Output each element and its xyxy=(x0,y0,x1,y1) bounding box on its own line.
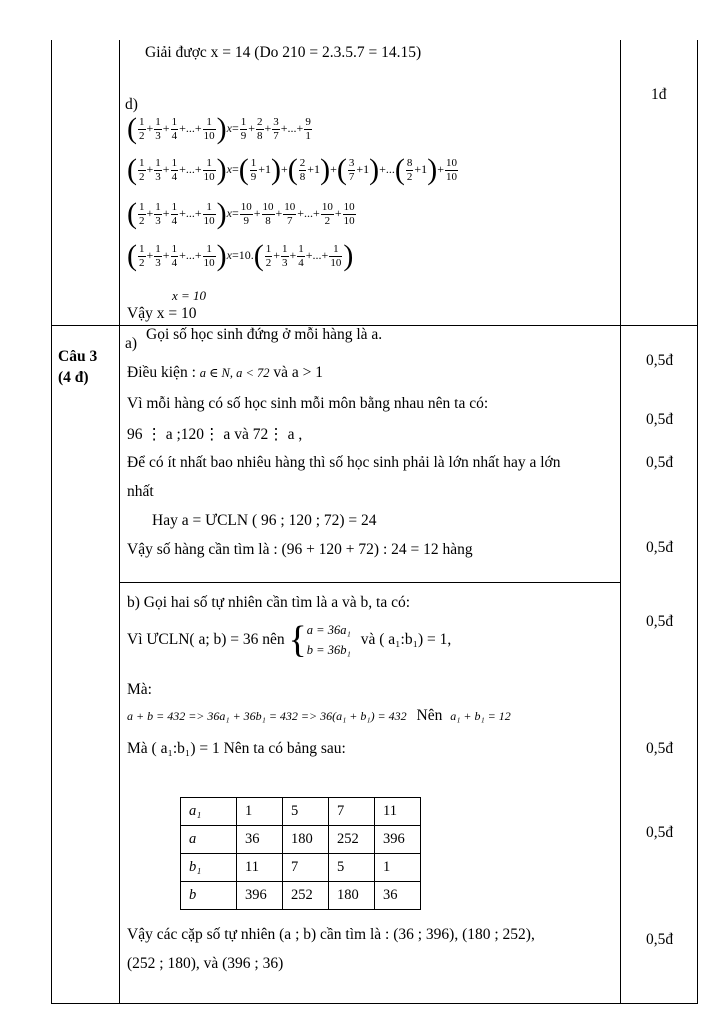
table-row xyxy=(181,882,421,910)
equation-line-2: ( $\frac{1}{2}$ + $\frac{1}{3}$ + $\frac{1}{4}$ +...+ $\frac{1}{10}$ )x=( $\frac{1}{9}$ +1)+( $\frac{2}{8}$ +1)+( $\frac{3}{7}$ +1)+...( $\frac{8}{2}$ +1)+ $\frac{10}{10}$ xyxy=(127,153,457,186)
solution-line: Giải được x = 14 (Do 210 = 2.3.5.7 = 14.15) xyxy=(145,44,422,61)
conclusion-line: Vậy x = 10 xyxy=(127,305,197,322)
table-cell: 5 xyxy=(329,854,375,882)
part-a-line-1: Gọi số học sinh đứng ở mỗi hàng là a. xyxy=(146,326,383,343)
table-cell: a xyxy=(181,826,237,854)
part-a-label: a) xyxy=(125,335,138,352)
score-b-4: 0,5đ xyxy=(646,931,674,948)
equation-line-4: ( $\frac{1}{2}$ + $\frac{1}{3}$ + $\frac{1}{4}$ +...+ $\frac{1}{10}$ )x=10.( $\frac{1}{2}$ + $\frac{1}{3}$ + $\frac{1}{4}$ +...+ $\frac{1}{10}$ ) xyxy=(127,239,354,272)
score-label: 1đ xyxy=(651,86,667,103)
score-b-3: 0,5đ xyxy=(646,824,674,841)
part-b-line-2: Vì ƯCLN( a; b) = 36 nên { a = 36a₁ b = 36b₁ và ( a₁:b₁) = 1, xyxy=(127,619,452,661)
table-row xyxy=(181,826,421,854)
table-border-left xyxy=(51,40,52,1004)
score-a-1: 0,5đ xyxy=(646,352,674,369)
table-row xyxy=(181,854,421,882)
part-a-line-7: Hay a = ƯCLN ( 96 ; 120 ; 72) = 24 xyxy=(152,512,377,529)
equation-line-1: ( $\frac{1}{2}$ + $\frac{1}{3}$ + $\frac{1}{4}$ +...+ $\frac{1}{10}$ )x= $\frac{1}{9}$ + $\frac{2}{8}$ + $\frac{3}{7}$ +...+ $\frac{9}{1}$ xyxy=(127,112,311,145)
table-cell: 252 xyxy=(283,882,329,910)
x-result: x = 10 xyxy=(172,288,207,303)
table-cell: 36 xyxy=(375,882,421,910)
table-cell: 396 xyxy=(375,826,421,854)
question-points: (4 đ) xyxy=(58,369,89,386)
part-a-condition: Điều kiện : a ∈ N, a < 72 và a > 1 xyxy=(127,364,324,381)
part-a-line-3: Vì mỗi hàng có số học sinh mỗi môn bằng nhau nên ta có: xyxy=(127,395,489,412)
part-a-line-5: Để có ít nhất bao nhiêu hàng thì số học sinh phải là lớn nhất hay a lớn xyxy=(127,454,561,471)
table-cell: 252 xyxy=(329,826,375,854)
table-cell: 36 xyxy=(237,826,283,854)
part-a-line-8: Vậy số hàng cần tìm là : (96 + 120 + 72) : 24 = 12 hàng xyxy=(127,541,473,558)
table-cell: 180 xyxy=(283,826,329,854)
part-a-line-6: nhất xyxy=(127,483,154,500)
part-b-line-6: Vậy các cặp số tự nhiên (a ; b) cần tìm là : (36 ; 396), (180 ; 252), xyxy=(127,926,535,943)
table-border-col2 xyxy=(620,40,621,1004)
table-cell: 11 xyxy=(375,798,421,826)
table-cell: 180 xyxy=(329,882,375,910)
table-cell: 1 xyxy=(375,854,421,882)
part-b-line-5: Mà ( a₁:b₁) = 1 Nên ta có bảng sau: xyxy=(127,740,346,757)
score-b-2: 0,5đ xyxy=(646,740,674,757)
score-a-3: 0,5đ xyxy=(646,454,674,471)
part-b-line-7: (252 ; 180), và (396 ; 36) xyxy=(127,955,284,972)
table-border-right xyxy=(697,40,698,1004)
table-row xyxy=(181,798,421,826)
part-b-line-3: Mà: xyxy=(127,681,152,698)
part-a-line-4: 96 ⋮ a ;120⋮ a và 72⋮ a , xyxy=(127,426,303,443)
row-divider-2 xyxy=(119,582,621,583)
score-a-2: 0,5đ xyxy=(646,411,674,428)
question-label: Câu 3 xyxy=(58,348,98,365)
part-b-equation: a + b = 432 => 36a₁ + 36b₁ = 432 => 36(a₁ + b₁) = 432 Nên a₁ + b₁ = 12 xyxy=(127,707,511,724)
score-a-4: 0,5đ xyxy=(646,539,674,556)
table-cell: 5 xyxy=(283,798,329,826)
score-b-1: 0,5đ xyxy=(646,613,674,630)
table-cell: 7 xyxy=(329,798,375,826)
equation-line-3: ( $\frac{1}{2}$ + $\frac{1}{3}$ + $\frac{1}{4}$ +...+ $\frac{1}{10}$ )x= $\frac{10}{9}$ + $\frac{10}{8}$ + $\frac{10}{7}$ +...+ $\frac{10}{2}$ + $\frac{10}{10}$ xyxy=(127,197,355,230)
table-cell: a₁ xyxy=(181,798,237,826)
table-cell: 11 xyxy=(237,854,283,882)
table-cell: 1 xyxy=(237,798,283,826)
table-cell: b₁ xyxy=(181,854,237,882)
part-b-line-1: b) Gọi hai số tự nhiên cần tìm là a và b, ta có: xyxy=(127,594,411,611)
table-cell: b xyxy=(181,882,237,910)
table-border-bottom xyxy=(51,1003,698,1004)
table-cell: 396 xyxy=(237,882,283,910)
part-d-label: d) xyxy=(125,96,138,113)
values-table xyxy=(180,797,421,910)
table-border-col1 xyxy=(119,40,120,1004)
table-cell: 7 xyxy=(283,854,329,882)
